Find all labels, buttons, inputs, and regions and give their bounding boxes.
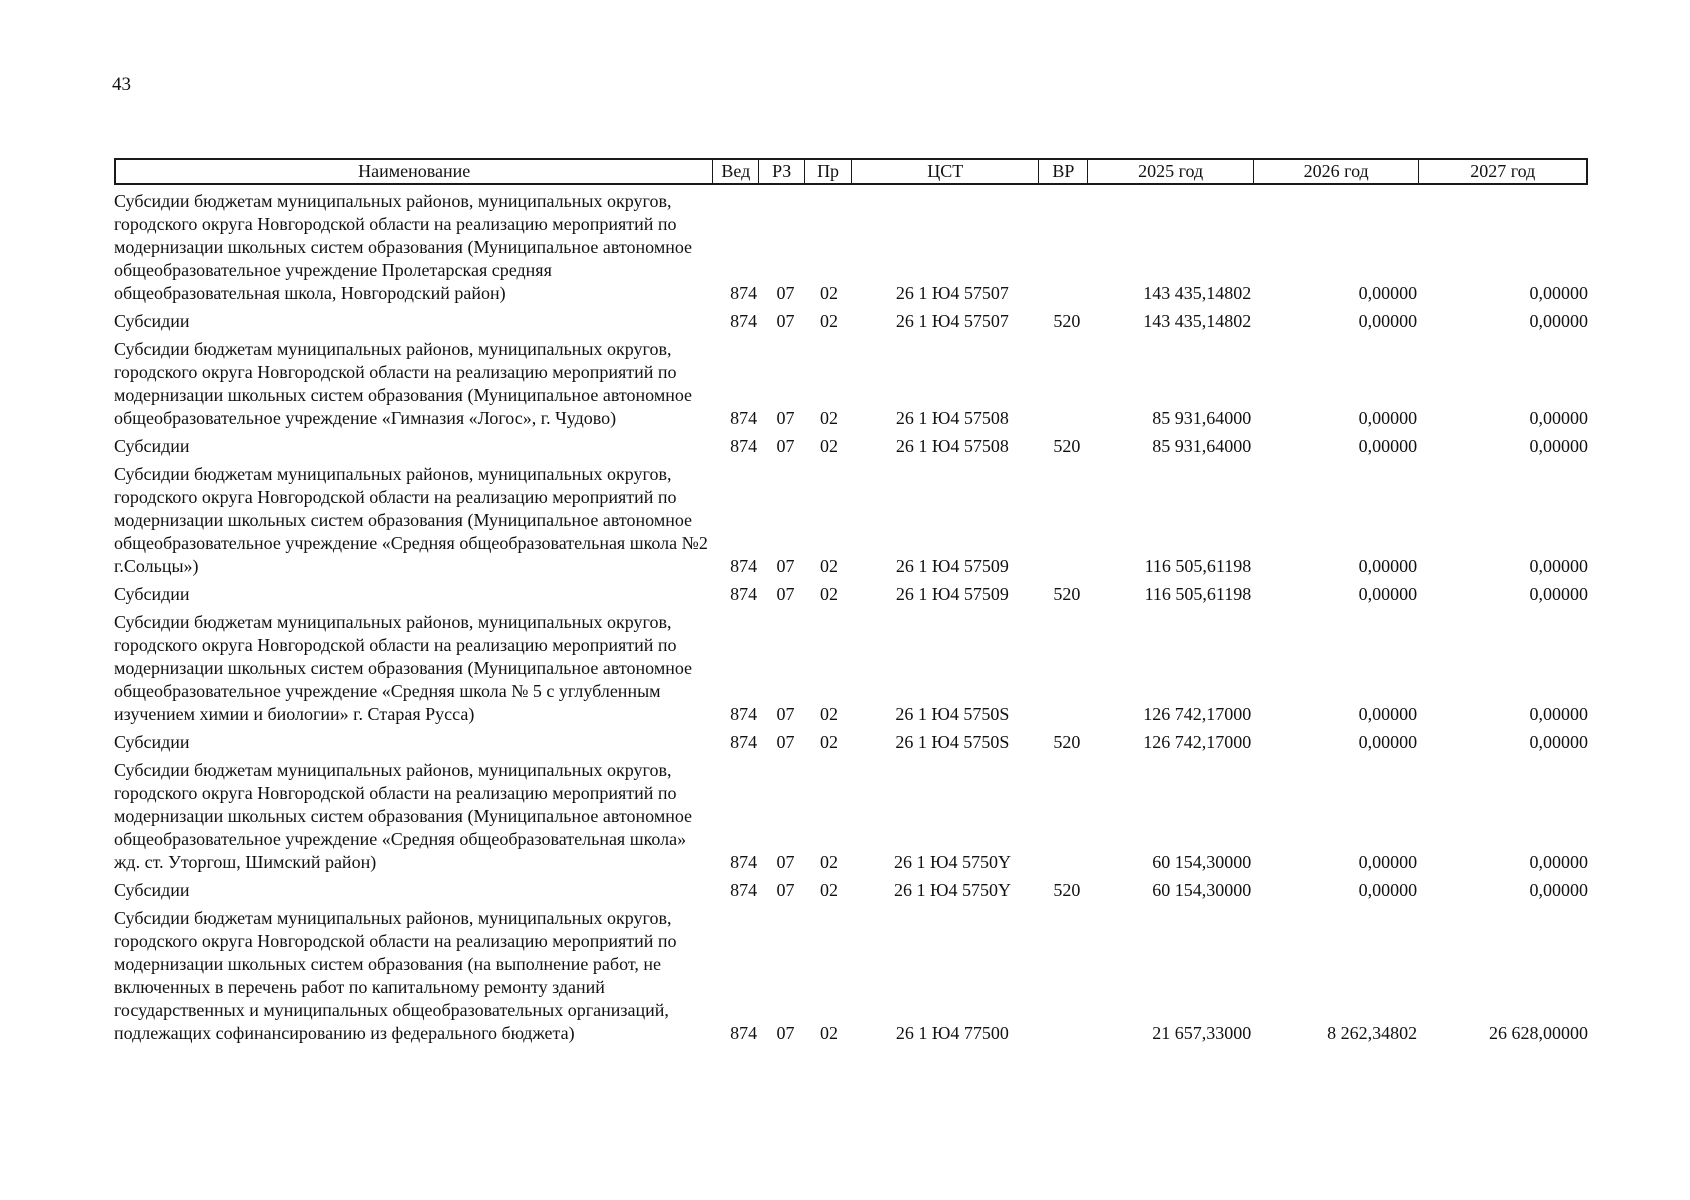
row-cst: 26 1 Ю4 57507 — [895, 283, 1009, 303]
row-2025: 143 435,14802 — [1143, 283, 1252, 303]
table-row — [114, 338, 1588, 430]
row-2026: 0,00000 — [1358, 704, 1418, 724]
header-2025: 2025 год — [1088, 160, 1254, 183]
row-2027: 0,00000 — [1529, 311, 1589, 331]
row-ved: 874 — [730, 436, 758, 456]
row-pr: 02 — [820, 584, 839, 604]
row-2026: 0,00000 — [1358, 311, 1418, 331]
table-row — [114, 759, 1588, 874]
row-2026: 0,00000 — [1358, 852, 1418, 872]
row-2027: 0,00000 — [1529, 732, 1589, 752]
row-rz: 07 — [776, 408, 795, 428]
row-2025: 60 154,30000 — [1152, 852, 1252, 872]
row-ved: 874 — [730, 584, 758, 604]
table-header — [114, 158, 1588, 185]
row-2025: 126 742,17000 — [1143, 704, 1252, 724]
row-pr: 02 — [820, 283, 839, 303]
row-ved: 874 — [730, 311, 758, 331]
row-2026: 0,00000 — [1358, 436, 1418, 456]
header-2027: 2027 год — [1470, 161, 1536, 181]
row-ved: 874 — [730, 704, 758, 724]
row-2026: 0,00000 — [1358, 556, 1418, 576]
row-pr: 02 — [820, 1023, 839, 1043]
row-name: Субсидии — [114, 436, 190, 456]
row-ved: 874 — [730, 408, 758, 428]
table-row — [114, 879, 1588, 902]
row-ved: 874 — [730, 732, 758, 752]
row-2026: 8 262,34802 — [1327, 1023, 1418, 1043]
header-rz: РЗ — [759, 160, 805, 183]
row-rz: 07 — [776, 732, 795, 752]
row-rz: 07 — [776, 311, 795, 331]
row-2027: 0,00000 — [1529, 852, 1589, 872]
row-name: Субсидии бюджетам муниципальных районов, муниципальных округов, городского округа Новгородской области на реализацию мероприятий по модернизации школьных систем образования (Муниципальное автономное общеобразовательное учреждение «Средняя общеобразовательная школа №2 г.Сольцы») — [114, 464, 708, 576]
row-2027: 0,00000 — [1529, 584, 1589, 604]
row-rz: 07 — [776, 556, 795, 576]
row-2025: 85 931,64000 — [1152, 408, 1252, 428]
page-number: 43 — [112, 74, 131, 95]
header-vr: ВР — [1039, 160, 1088, 183]
row-name: Субсидии — [114, 732, 190, 752]
row-cst: 26 1 Ю4 5750Y — [893, 852, 1011, 872]
row-name: Субсидии — [114, 880, 190, 900]
row-2026: 0,00000 — [1358, 283, 1418, 303]
table-row — [114, 310, 1588, 333]
row-2027: 0,00000 — [1529, 556, 1589, 576]
row-2027: 0,00000 — [1529, 408, 1589, 428]
row-ved: 874 — [730, 852, 758, 872]
row-name: Субсидии бюджетам муниципальных районов, муниципальных округов, городского округа Новгородской области на реализацию мероприятий по модернизации школьных систем образования (Муниципальное автономное общеобразовательное учреждение «Средняя школа № 5 с углубленным изучением химии и биологии» г. Старая Русса) — [114, 612, 693, 724]
header-2026: 2026 год — [1254, 160, 1420, 183]
row-name: Субсидии бюджетам муниципальных районов, муниципальных округов, городского округа Новгородской области на реализацию мероприятий по модернизации школьных систем образования (Муниципальное автономное общеобразовательное учреждение «Гимназия «Логос», г. Чудово) — [114, 339, 693, 428]
row-rz: 07 — [776, 283, 795, 303]
header-ved: Вед — [713, 160, 759, 183]
table-row — [114, 583, 1588, 606]
row-name: Субсидии — [114, 584, 190, 604]
table-row — [114, 731, 1588, 754]
row-2026: 0,00000 — [1358, 408, 1418, 428]
row-2027: 0,00000 — [1529, 704, 1589, 724]
row-cst: 26 1 Ю4 5750Y — [893, 880, 1011, 900]
row-pr: 02 — [820, 880, 839, 900]
row-2027: 0,00000 — [1529, 880, 1589, 900]
table-row — [114, 435, 1588, 458]
row-rz: 07 — [776, 436, 795, 456]
row-ved: 874 — [730, 283, 758, 303]
row-2027: 0,00000 — [1529, 436, 1589, 456]
row-cst: 26 1 Ю4 57509 — [895, 584, 1009, 604]
row-cst: 26 1 Ю4 57508 — [895, 436, 1009, 456]
row-pr: 02 — [820, 732, 839, 752]
row-rz: 07 — [776, 584, 795, 604]
row-rz: 07 — [776, 1023, 795, 1043]
row-2027: 26 628,00000 — [1489, 1023, 1589, 1043]
row-ved: 874 — [730, 880, 758, 900]
row-2025: 143 435,14802 — [1143, 311, 1252, 331]
table-row — [114, 907, 1588, 1045]
row-vr: 520 — [1053, 732, 1081, 752]
row-pr: 02 — [820, 556, 839, 576]
header-pr: Пр — [805, 160, 852, 183]
row-rz: 07 — [776, 880, 795, 900]
row-ved: 874 — [730, 1023, 758, 1043]
table-row — [114, 190, 1588, 305]
row-rz: 07 — [776, 704, 795, 724]
row-name: Субсидии бюджетам муниципальных районов, муниципальных округов, городского округа Новгородской области на реализацию мероприятий по модернизации школьных систем образования (Муниципальное автономное общеобразовательное учреждение Пролетарская средняя общеобразовательная школа, Новгородский район) — [114, 191, 693, 303]
table-body — [114, 190, 1588, 1050]
row-vr: 520 — [1053, 584, 1081, 604]
row-2025: 21 657,33000 — [1152, 1023, 1252, 1043]
row-rz: 07 — [776, 852, 795, 872]
row-pr: 02 — [820, 436, 839, 456]
row-pr: 02 — [820, 408, 839, 428]
row-cst: 26 1 Ю4 57509 — [895, 556, 1009, 576]
row-ved: 874 — [730, 556, 758, 576]
table-row — [114, 463, 1588, 578]
row-cst: 26 1 Ю4 57507 — [895, 311, 1009, 331]
row-2026: 0,00000 — [1358, 880, 1418, 900]
table-row — [114, 611, 1588, 726]
row-pr: 02 — [820, 311, 839, 331]
row-2026: 0,00000 — [1358, 732, 1418, 752]
row-pr: 02 — [820, 852, 839, 872]
header-name: Наименование — [116, 160, 713, 183]
row-vr: 520 — [1053, 436, 1081, 456]
row-vr: 520 — [1053, 311, 1081, 331]
row-2025: 60 154,30000 — [1152, 880, 1252, 900]
row-name: Субсидии бюджетам муниципальных районов, муниципальных округов, городского округа Новгородской области на реализацию мероприятий по модернизации школьных систем образования (на выполнение работ, не включенных в перечень работ по капитальному ремонту зданий государственных и муниципальных общеобразовательных организаций, подлежащих софинансированию из федерального бюджета) — [114, 908, 677, 1043]
row-2025: 116 505,61198 — [1144, 556, 1252, 576]
row-2025: 126 742,17000 — [1143, 732, 1252, 752]
row-2025: 85 931,64000 — [1152, 436, 1252, 456]
row-2026: 0,00000 — [1358, 584, 1418, 604]
row-vr: 520 — [1053, 880, 1081, 900]
header-cst: ЦСТ — [852, 160, 1039, 183]
row-cst: 26 1 Ю4 5750S — [895, 704, 1010, 724]
row-name: Субсидии — [114, 311, 190, 331]
row-name: Субсидии бюджетам муниципальных районов, муниципальных округов, городского округа Новгородской области на реализацию мероприятий по модернизации школьных систем образования (Муниципальное автономное общеобразовательное учреждение «Средняя общеобразовательная школа» жд. ст. Уторгош, Шимский район) — [114, 760, 693, 872]
row-cst: 26 1 Ю4 5750S — [895, 732, 1010, 752]
row-2025: 116 505,61198 — [1144, 584, 1252, 604]
row-cst: 26 1 Ю4 57508 — [895, 408, 1009, 428]
row-2027: 0,00000 — [1529, 283, 1589, 303]
row-cst: 26 1 Ю4 77500 — [895, 1023, 1009, 1043]
row-pr: 02 — [820, 704, 839, 724]
